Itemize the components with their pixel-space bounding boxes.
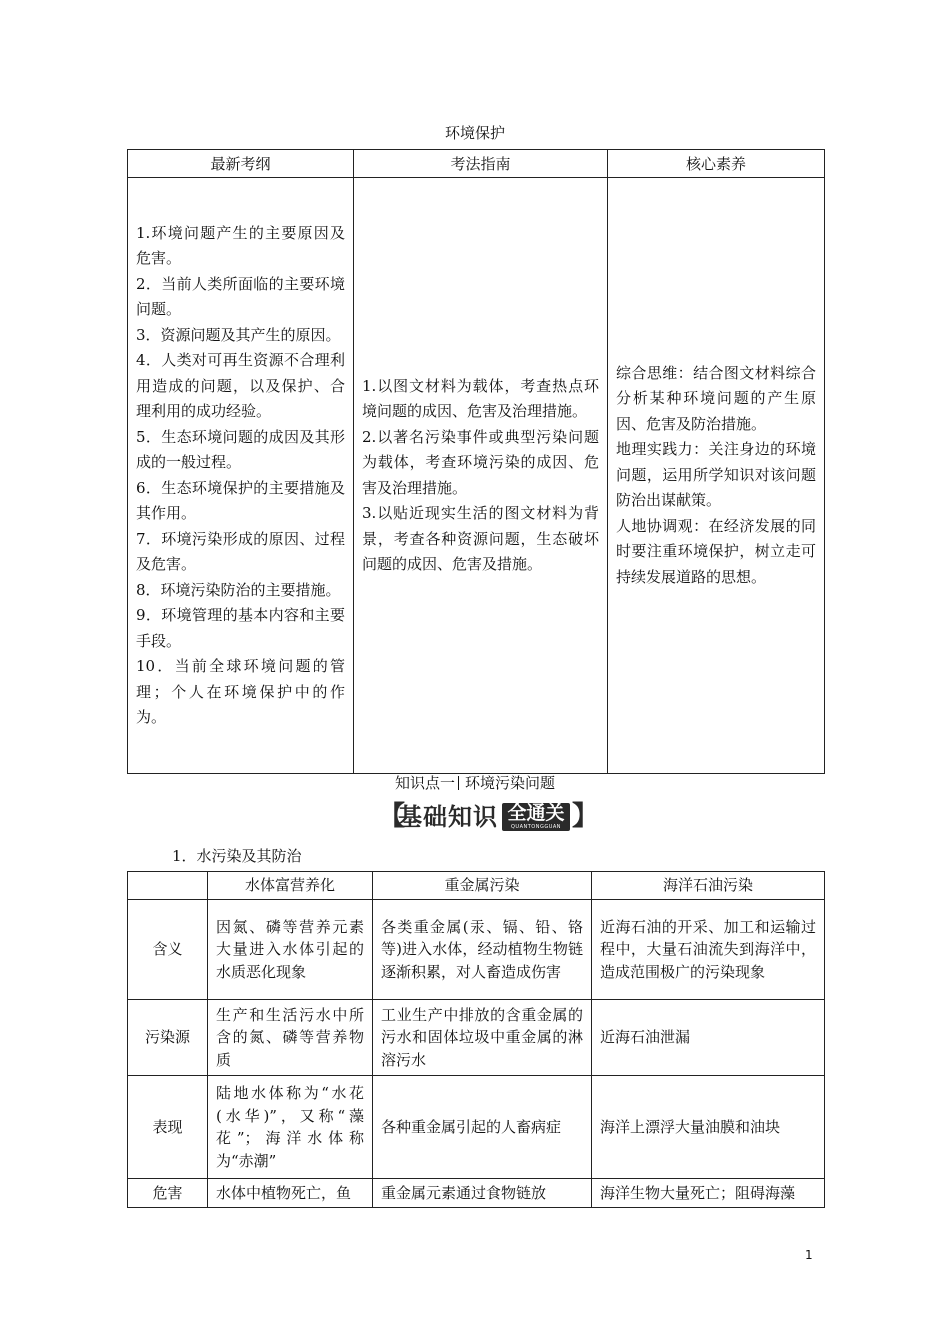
core-literacy-item: 人地协调观：在经济发展的同时要注重环境保护，树立走可持续发展道路的思想。 <box>616 516 816 586</box>
row-label-manifestation: 表现 <box>128 1076 208 1179</box>
knowledge-point-heading <box>0 772 950 793</box>
core-literacy-item: 综合思维：结合图文材料综合分析某种环境问题的产生原因、危害及防治措施。 <box>616 363 816 433</box>
exam-guide-cell <box>354 178 608 774</box>
water-pollution-table <box>127 871 825 1208</box>
syllabus-item: 6．生态环境保护的主要措施及其作用。 <box>136 478 345 522</box>
syllabus-table-header <box>128 150 825 178</box>
table-cell: 海洋上漂浮大量油膜和油块 <box>592 1076 825 1179</box>
table-cell: 近海石油泄漏 <box>592 1000 825 1076</box>
table-cell: 各种重金属引起的人畜病症 <box>373 1076 592 1179</box>
exam-guide-item: 1.以图文材料为载体，考查热点环境问题的成因、危害及治理措施。 <box>362 376 599 420</box>
banner-bracket-right: 】 <box>572 801 599 832</box>
knowledge-point-title: 环境污染问题 <box>465 774 556 792</box>
header-eutrophication: 水体富营养化 <box>208 872 373 900</box>
row-label-harm: 危害 <box>128 1179 208 1208</box>
table-cell: 工业生产中排放的含重金属的污水和固体垃圾中重金属的淋溶污水 <box>373 1000 592 1076</box>
banner-badge <box>502 803 570 831</box>
banner-bracket-left: 【 <box>378 801 405 832</box>
page-number: 1 <box>805 1248 813 1262</box>
table-cell: 因氮、磷等营养元素大量进入水体引起的水质恶化现象 <box>208 900 373 1000</box>
syllabus-item: 5．生态环境问题的成因及其形成的一般过程。 <box>136 427 345 471</box>
core-literacy-cell <box>608 178 825 774</box>
syllabus-item: 1.环境问题产生的主要原因及危害。 <box>136 223 345 267</box>
table-cell: 重金属元素通过食物链放 <box>373 1179 592 1208</box>
header-exam-guide: 考法指南 <box>354 150 608 178</box>
row-label-source: 污染源 <box>128 1000 208 1076</box>
table-cell: 各类重金属(汞、镉、铅、铬等)进入水体，经动植物生物链逐渐积累，对人畜造成伤害 <box>373 900 592 1000</box>
syllabus-cell <box>128 178 354 774</box>
water-pollution-table-header <box>128 872 825 900</box>
syllabus-item: 7．环境污染形成的原因、过程及危害。 <box>136 529 345 573</box>
header-empty <box>128 872 208 900</box>
table-cell: 生产和生活污水中所含的氮、磷等营养物质 <box>208 1000 373 1076</box>
banner-badge-subtext: QUANTONGGUAN <box>510 824 562 830</box>
syllabus-item: 8．环境污染防治的主要措施。 <box>136 580 341 599</box>
table-row <box>128 900 825 1000</box>
core-literacy-item: 地理实践力：关注身边的环境问题，运用所学知识对该问题防治出谋献策。 <box>616 440 816 510</box>
row-label-definition: 含义 <box>128 900 208 1000</box>
header-latest-syllabus: 最新考纲 <box>128 150 354 178</box>
exam-guide-item: 2.以著名污染事件或典型污染问题为载体，考查环境污染的成因、危害及治理措施。 <box>362 427 599 497</box>
page-title: 环境保护 <box>444 124 505 142</box>
table-row <box>128 1000 825 1076</box>
banner-badge-text: 全通关 <box>507 802 565 824</box>
section-heading-water-pollution: 1．水污染及其防治 <box>172 847 302 865</box>
table-cell: 陆地水体称为“水花(水华)”，又称“藻花”；海洋水体称为“赤潮” <box>208 1076 373 1179</box>
syllabus-item: 10．当前全球环境问题的管理；个人在环境保护中的作为。 <box>136 657 345 726</box>
header-oil-pollution: 海洋石油污染 <box>592 872 825 900</box>
table-cell: 近海石油的开采、加工和运输过程中，大量石油流失到海洋中，造成范围极广的污染现象 <box>592 900 825 1000</box>
exam-guide-item: 3.以贴近现实生活的图文材料为背景，考查各种资源问题，生态破坏问题的成因、危害及措施。 <box>362 504 599 573</box>
divider <box>458 776 459 790</box>
syllabus-table <box>127 149 825 774</box>
knowledge-point-label: 知识点一 <box>394 774 455 792</box>
table-row <box>128 1076 825 1179</box>
basic-knowledge-banner <box>378 800 599 834</box>
header-core-literacy: 核心素养 <box>608 150 825 178</box>
banner-text: 基础知识 <box>398 803 498 831</box>
syllabus-item: 9．环境管理的基本内容和主要手段。 <box>136 606 345 650</box>
header-heavy-metal: 重金属污染 <box>373 872 592 900</box>
syllabus-item: 2．当前人类所面临的主要环境问题。 <box>136 274 345 318</box>
syllabus-item: 3．资源问题及其产生的原因。 <box>136 325 341 344</box>
syllabus-item: 4．人类对可再生资源不合理利用造成的问题，以及保护、合理利用的成功经验。 <box>136 351 345 420</box>
table-row <box>128 1179 825 1208</box>
table-cell: 海洋生物大量死亡；阻碍海藻 <box>592 1179 825 1208</box>
syllabus-table-body <box>128 178 825 774</box>
table-cell: 水体中植物死亡，鱼 <box>208 1179 373 1208</box>
